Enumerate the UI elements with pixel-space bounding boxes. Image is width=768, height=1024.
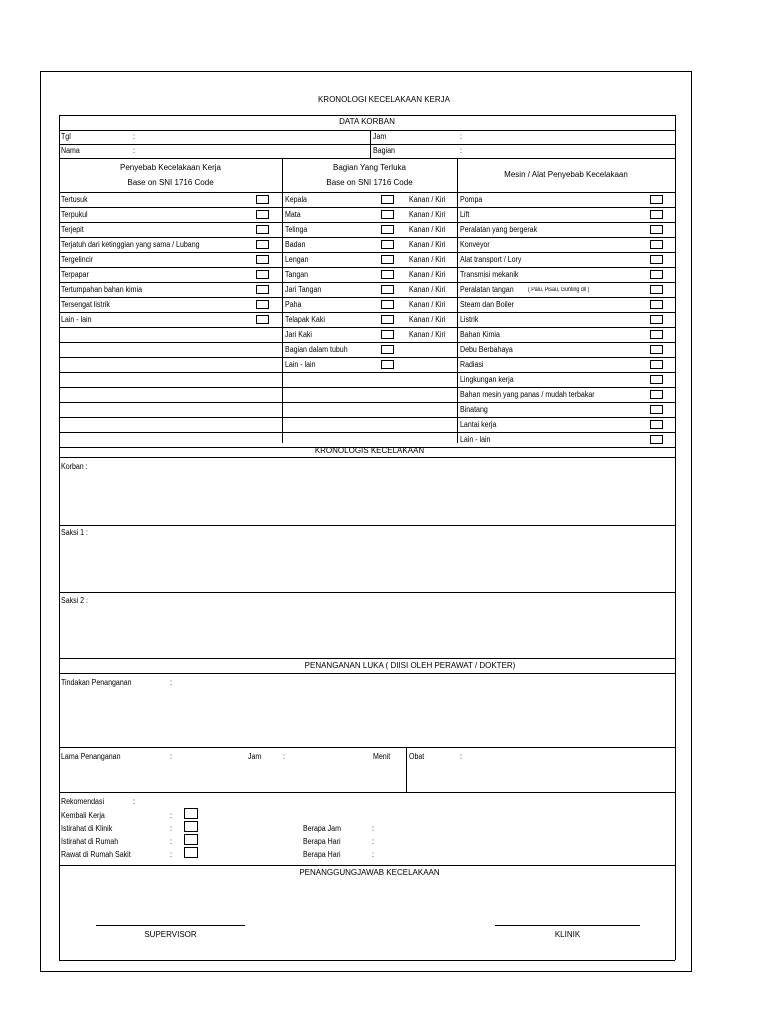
grid-line xyxy=(59,592,675,593)
saksi2-label: Saksi 2 : xyxy=(61,596,89,605)
supervisor-sign-line xyxy=(96,925,245,926)
bagian-label: Jari Tangan xyxy=(285,285,322,294)
colon: : xyxy=(460,146,462,155)
bagian-label: Lengan xyxy=(285,255,309,264)
penyebab-checkbox[interactable] xyxy=(256,225,269,234)
klinik-sign-line xyxy=(495,925,640,926)
supervisor-label: SUPERVISOR xyxy=(144,930,197,939)
grid-line xyxy=(59,387,675,388)
mesin-label: Lain - lain xyxy=(460,435,491,444)
mesin-checkbox[interactable] xyxy=(650,405,663,414)
mesin-checkbox[interactable] xyxy=(650,315,663,324)
mesin-label: Alat transport / Lory xyxy=(460,255,522,264)
col1-header: Penyebab Kecelakaan Kerja xyxy=(120,163,221,172)
bagian-checkbox[interactable] xyxy=(381,225,394,234)
rekomendasi-checkbox[interactable] xyxy=(184,821,198,832)
mesin-checkbox[interactable] xyxy=(650,345,663,354)
colon: : xyxy=(133,146,135,155)
grid-line xyxy=(59,960,675,961)
berapa-jam-label: Berapa Jam xyxy=(303,824,341,833)
colon: : xyxy=(372,837,374,846)
sisi-label: Kanan / Kiri xyxy=(409,225,446,234)
rekomendasi-option: Rawat di Rumah Sakit xyxy=(61,850,131,859)
data-korban-header: DATA KORBAN xyxy=(339,117,395,126)
mesin-checkbox[interactable] xyxy=(650,330,663,339)
bagian-checkbox[interactable] xyxy=(381,240,394,249)
rekomendasi-label: Rekomendasi xyxy=(61,797,105,806)
penyebab-label: Terpapar xyxy=(61,270,89,279)
mesin-checkbox[interactable] xyxy=(650,300,663,309)
berapa-hari-label: Berapa Hari xyxy=(303,837,341,846)
mesin-label: Peralatan tangan xyxy=(460,285,514,294)
mesin-label: Radiasi xyxy=(460,360,484,369)
bagian-label: Mata xyxy=(285,210,301,219)
klinik-label: KLINIK xyxy=(554,930,581,939)
colon: : xyxy=(170,837,172,846)
mesin-label: Lift xyxy=(460,210,470,219)
colon: : xyxy=(170,678,172,687)
mesin-label: Lantai kerja xyxy=(460,420,497,429)
grid-line xyxy=(59,144,675,145)
sisi-label: Kanan / Kiri xyxy=(409,210,446,219)
colon: : xyxy=(460,752,462,761)
grid-line xyxy=(59,432,675,433)
rekomendasi-checkbox[interactable] xyxy=(184,834,198,845)
mesin-checkbox[interactable] xyxy=(650,435,663,444)
grid-line xyxy=(59,312,675,313)
grid-line xyxy=(59,222,675,223)
penyebab-label: Terjatuh dari ketinggian yang sama / Lubang xyxy=(61,240,200,249)
grid-line xyxy=(59,357,675,358)
bagian-label: Lain - lain xyxy=(285,360,316,369)
mesin-label: Binatang xyxy=(460,405,488,414)
rekomendasi-checkbox[interactable] xyxy=(184,808,198,819)
mesin-label: Transmisi mekanik xyxy=(460,270,519,279)
grid-line xyxy=(59,673,675,674)
colon: : xyxy=(372,850,374,859)
jam-label: Jam xyxy=(248,752,262,761)
col1-code: Base on SNI 1716 Code xyxy=(127,178,214,187)
bagian-checkbox[interactable] xyxy=(381,300,394,309)
mesin-checkbox[interactable] xyxy=(650,390,663,399)
mesin-checkbox[interactable] xyxy=(650,195,663,204)
grid-line xyxy=(59,372,675,373)
penyebab-checkbox[interactable] xyxy=(256,285,269,294)
menit-label: Menit xyxy=(373,752,391,761)
grid-line xyxy=(675,115,676,960)
mesin-checkbox[interactable] xyxy=(650,225,663,234)
mesin-checkbox[interactable] xyxy=(650,285,663,294)
colon: : xyxy=(170,850,172,859)
mesin-checkbox[interactable] xyxy=(650,240,663,249)
obat-label: Obat xyxy=(409,752,425,761)
bagian-label: Kepala xyxy=(285,195,307,204)
bagian-label: Bagian dalam tubuh xyxy=(285,345,348,354)
bagian-label: Telapak Kaki xyxy=(285,315,325,324)
penanggung-header: PENANGGUNGJAWAB KECELAKAAN xyxy=(299,868,440,877)
grid-line xyxy=(59,457,675,458)
sisi-label: Kanan / Kiri xyxy=(409,315,446,324)
jam-label: Jam xyxy=(373,132,387,141)
grid-line xyxy=(457,158,458,443)
mesin-checkbox[interactable] xyxy=(650,360,663,369)
col2-header: Bagian Yang Terluka xyxy=(333,163,406,172)
penyebab-checkbox[interactable] xyxy=(256,240,269,249)
mesin-label: Peralatan yang bergerak xyxy=(460,225,538,234)
grid-line xyxy=(59,192,675,193)
mesin-label: Steam dan Boiler xyxy=(460,300,515,309)
grid-line xyxy=(59,237,675,238)
mesin-checkbox[interactable] xyxy=(650,255,663,264)
penyebab-label: Tersengat listrik xyxy=(61,300,110,309)
colon: : xyxy=(133,132,135,141)
grid-line xyxy=(59,252,675,253)
grid-line xyxy=(59,342,675,343)
bagian-label: Paha xyxy=(285,300,302,309)
mesin-note: ( Palu, Pisau, Gunting dll ) xyxy=(528,287,590,293)
penyebab-checkbox[interactable] xyxy=(256,270,269,279)
penyebab-label: Terjepit xyxy=(61,225,84,234)
grid-line xyxy=(59,327,675,328)
grid-line xyxy=(59,525,675,526)
grid-line xyxy=(59,658,675,659)
grid-line xyxy=(59,792,675,793)
bagian-checkbox[interactable] xyxy=(381,330,394,339)
grid-line xyxy=(59,207,675,208)
mesin-label: Bahan Kimia xyxy=(460,330,500,339)
penyebab-label: Tergelincir xyxy=(61,255,94,264)
bagian-checkbox[interactable] xyxy=(381,270,394,279)
form-title: KRONOLOGI KECELAKAAN KERJA xyxy=(317,95,451,104)
penyebab-checkbox[interactable] xyxy=(256,300,269,309)
bagian-checkbox[interactable] xyxy=(381,255,394,264)
korban-label: Korban : xyxy=(61,462,88,471)
sisi-label: Kanan / Kiri xyxy=(409,195,446,204)
mesin-checkbox[interactable] xyxy=(650,420,663,429)
mesin-label: Bahan mesin yang panas / mudah terbakar xyxy=(460,390,595,399)
bagian-checkbox[interactable] xyxy=(381,195,394,204)
rekomendasi-option: Kembali Kerja xyxy=(61,811,105,820)
sisi-label: Kanan / Kiri xyxy=(409,240,446,249)
bagian-checkbox[interactable] xyxy=(381,360,394,369)
grid-line xyxy=(59,115,675,116)
tgl-label: Tgl xyxy=(61,132,71,141)
colon: : xyxy=(283,752,285,761)
grid-line xyxy=(282,158,283,443)
colon: : xyxy=(170,811,172,820)
rekomendasi-checkbox[interactable] xyxy=(184,847,198,858)
lama-label: Lama Penanganan xyxy=(61,752,121,761)
nama-label: Nama xyxy=(61,146,80,155)
colon: : xyxy=(460,132,462,141)
penyebab-checkbox[interactable] xyxy=(256,195,269,204)
grid-line xyxy=(59,297,675,298)
bagian-checkbox[interactable] xyxy=(381,315,394,324)
mesin-checkbox[interactable] xyxy=(650,375,663,384)
tindakan-label: Tindakan Penanganan xyxy=(61,678,132,687)
penyebab-label: Lain - lain xyxy=(61,315,92,324)
col3-header: Mesin / Alat Penyebab Kecelakaan xyxy=(504,170,628,179)
colon: : xyxy=(372,824,374,833)
mesin-label: Lingkungan kerja xyxy=(460,375,514,384)
grid-line xyxy=(59,417,675,418)
penyebab-label: Terpukul xyxy=(61,210,88,219)
grid-line xyxy=(406,747,407,792)
grid-line xyxy=(59,402,675,403)
kronologi-header: KRONOLOGIS KECELAKAAN xyxy=(314,446,425,455)
penyebab-checkbox[interactable] xyxy=(256,255,269,264)
bagian-label: Telinga xyxy=(285,225,308,234)
penyebab-label: Tertusuk xyxy=(61,195,88,204)
sisi-label: Kanan / Kiri xyxy=(409,270,446,279)
sisi-label: Kanan / Kiri xyxy=(409,330,446,339)
bagian-label: Bagian xyxy=(373,146,395,155)
mesin-checkbox[interactable] xyxy=(650,270,663,279)
sisi-label: Kanan / Kiri xyxy=(409,255,446,264)
mesin-label: Konveyor xyxy=(460,240,490,249)
penyebab-checkbox[interactable] xyxy=(256,210,269,219)
grid-line xyxy=(59,115,60,960)
bagian-checkbox[interactable] xyxy=(381,345,394,354)
colon: : xyxy=(170,824,172,833)
saksi1-label: Saksi 1 : xyxy=(61,528,89,537)
berapa-hari-label: Berapa Hari xyxy=(303,850,341,859)
grid-line xyxy=(59,267,675,268)
penyebab-checkbox[interactable] xyxy=(256,315,269,324)
rekomendasi-option: Istirahat di Rumah xyxy=(61,837,119,846)
penanganan-header: PENANGANAN LUKA ( DIISI OLEH PERAWAT / DOKTER) xyxy=(304,661,516,670)
mesin-label: Debu Berbahaya xyxy=(460,345,513,354)
colon: : xyxy=(170,752,172,761)
bagian-label: Tangan xyxy=(285,270,309,279)
rekomendasi-option: Istirahat di Klinik xyxy=(61,824,113,833)
mesin-checkbox[interactable] xyxy=(650,210,663,219)
mesin-label: Pompa xyxy=(460,195,483,204)
grid-line xyxy=(59,282,675,283)
col2-code: Base on SNI 1716 Code xyxy=(326,178,413,187)
grid-line xyxy=(59,130,675,131)
grid-line xyxy=(59,865,675,866)
grid-line xyxy=(59,747,675,748)
sisi-label: Kanan / Kiri xyxy=(409,285,446,294)
sisi-label: Kanan / Kiri xyxy=(409,300,446,309)
grid-line xyxy=(59,158,675,159)
bagian-checkbox[interactable] xyxy=(381,285,394,294)
penyebab-label: Tertumpahan bahan kimia xyxy=(61,285,143,294)
colon: : xyxy=(133,797,135,806)
bagian-label: Jari Kaki xyxy=(285,330,313,339)
bagian-checkbox[interactable] xyxy=(381,210,394,219)
bagian-label: Badan xyxy=(285,240,306,249)
mesin-label: Listrik xyxy=(460,315,479,324)
